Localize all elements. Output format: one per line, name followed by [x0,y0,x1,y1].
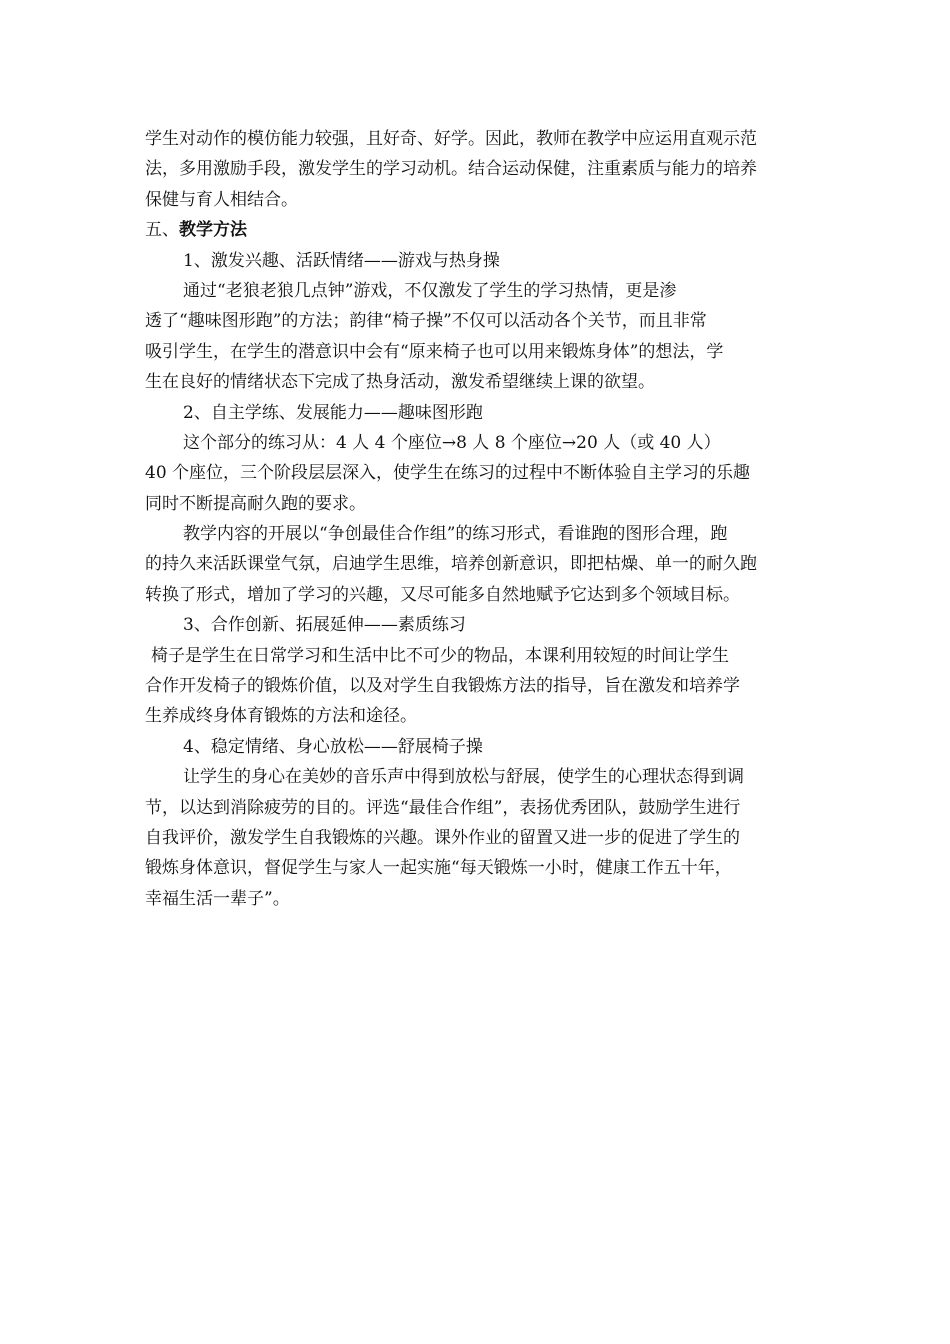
paragraph-line: 保健与育人相结合。 [145,189,298,210]
paragraph-line: 转换了形式，增加了学习的兴趣，又尽可能多自然地赋予它达到多个领域目标。 [145,584,740,605]
subheading-2: 2、自主学练、发展能力——趣味图形跑 [183,402,483,423]
paragraph-line: 同时不断提高耐久跑的要求。 [145,493,366,514]
paragraph-line: 幸福生活一辈子”。 [145,888,290,909]
paragraph-line: 让学生的身心在美妙的音乐声中得到放松与舒展，使学生的心理状态得到调 [183,767,744,788]
paragraph-line: 的持久来活跃课堂气氛，启迪学生思维，培养创新意识，即把枯燥、单一的耐久跑 [145,554,757,575]
paragraph-line: 锻炼身体意识，督促学生与家人一起实施“每天锻炼一小时，健康工作五十年， [145,858,732,879]
paragraph-line: 学生对动作的模仿能力较强，且好奇、好学。因此，教师在教学中应运用直观示范 [145,129,757,149]
paragraph-line: 通过“老狼老狼几点钟”游戏，不仅激发了学生的学习热情，更是渗 [183,280,677,301]
paragraph-line: 生养成终身体育锻炼的方法和途径。 [145,706,417,727]
subheading-4: 4、稳定情绪、身心放松——舒展椅子操 [183,736,483,757]
section-heading-title: 教学方法 [179,220,247,241]
paragraph-line: 透了“趣味图形跑”的方法；韵律“椅子操”不仅可以活动各个关节，而且非常 [145,311,707,332]
section-heading [145,215,809,245]
subheading-3: 3、合作创新、拓展延伸——素质练习 [183,615,466,636]
paragraph-line: 这个部分的练习从：4 人 4 个座位→8 人 8 个座位→20 人（或 40 人） [183,432,721,453]
paragraph-line: 生在良好的情绪状态下完成了热身活动，激发希望继续上课的欲望。 [145,372,655,393]
section-heading-number: 五、 [145,220,179,241]
paragraph-line: 法，多用激励手段，激发学生的学习动机。结合运动保健，注重素质与能力的培养 [145,159,757,180]
paragraph-line: 合作开发椅子的锻炼价值，以及对学生自我锻炼方法的指导，旨在激发和培养学 [145,676,740,697]
document-body [145,124,809,914]
paragraph-line: 吸引学生，在学生的潜意识中会有“原来椅子也可以用来锻炼身体”的想法，学 [145,341,724,362]
paragraph-line: 40 个座位，三个阶段层层深入，使学生在练习的过程中不断体验自主学习的乐趣 [145,463,751,484]
paragraph-line: 教学内容的开展以“争创最佳合作组”的练习形式，看谁跑的图形合理，跑 [183,524,728,545]
subheading-1: 1、激发兴趣、活跃情绪——游戏与热身操 [183,250,500,271]
paragraph-line: 自我评价，激发学生自我锻炼的兴趣。课外作业的留置又进一步的促进了学生的 [145,827,740,848]
paragraph-line: 椅子是学生在日常学习和生活中比不可少的物品，本课利用较短的时间让学生 [151,645,729,666]
paragraph-line: 节，以达到消除疲劳的目的。评选“最佳合作组”，表扬优秀团队，鼓励学生进行 [145,797,741,818]
